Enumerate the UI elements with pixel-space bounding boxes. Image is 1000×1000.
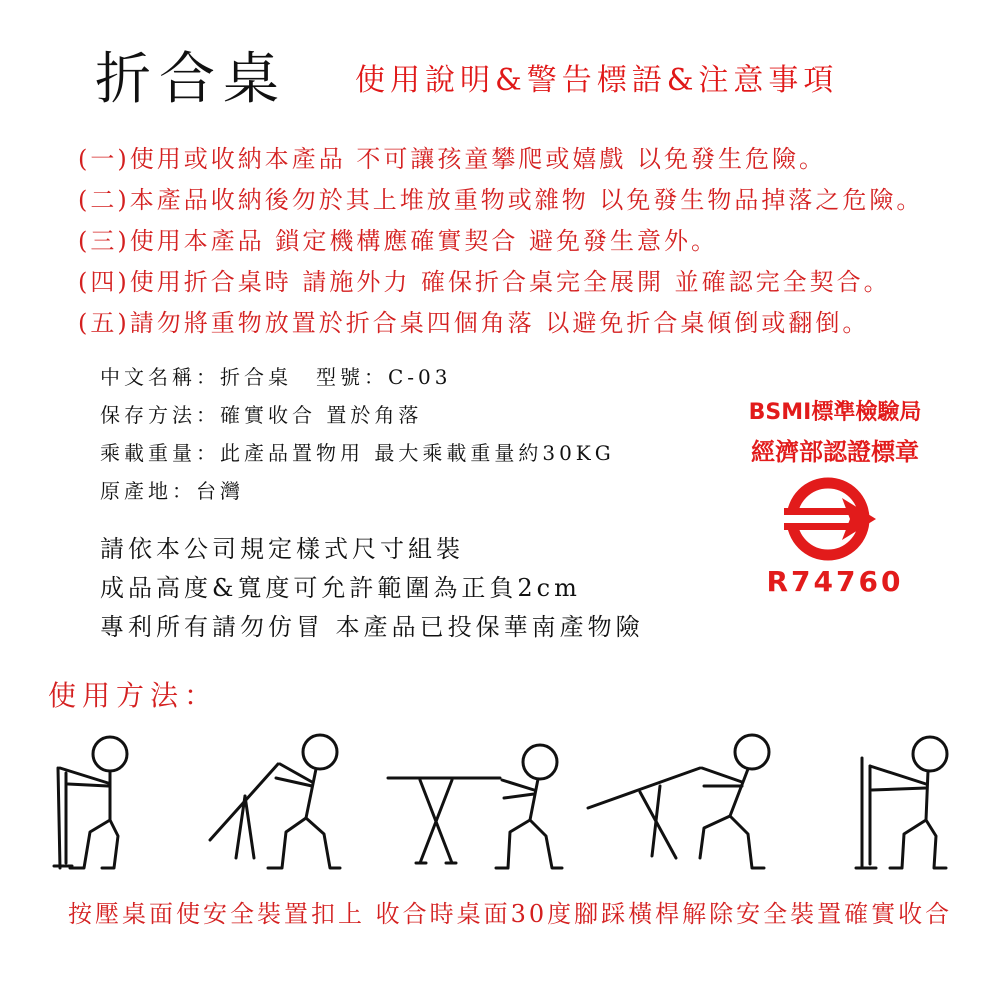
usage-heading: 使用方法： [48,679,219,712]
info-origin: 原產地：台灣 [100,479,244,503]
step-4-figure [588,735,769,868]
step-3-figure [388,745,562,868]
step-1-figure [54,737,127,868]
warning-item-2: (二)本產品收納後勿於其上堆放重物或雜物 以免發生物品掉落之危險。 [78,186,924,214]
bsmi-agency-label: BSMI標準檢驗局 [748,400,922,425]
warning-item-5: (五)請勿將重物放置於折合桌四個角落 以避免折合桌傾倒或翻倒。 [78,309,870,337]
bsmi-mark-label: 經濟部認證標章 [751,438,919,466]
step-5-figure [856,737,947,868]
page-subtitle: 使用說明&警告標語&注意事項 [355,63,839,98]
usage-caption: 按壓桌面使安全裝置扣上 收合時桌面30度腳踩橫桿解除安全裝置確實收合 [68,900,953,928]
warning-item-4: (四)使用折合桌時 請施外力 確保折合桌完全展開 並確認完全契合。 [78,268,891,296]
note-tolerance: 成品高度&寬度可允許範圍為正負2cm [100,574,581,602]
bsmi-certificate-code: R74760 [766,565,904,598]
usage-illustration [40,728,980,888]
warning-item-3: (三)使用本產品 鎖定機構應確實契合 避免發生意外。 [78,227,718,255]
note-assembly: 請依本公司規定樣式尺寸組裝 [100,535,464,563]
info-storage: 保存方法：確實收合 置於角落 [100,403,423,427]
page-title: 折合桌 [95,47,287,112]
step-2-figure [210,735,340,868]
info-name-model: 中文名稱：折合桌 型號：C-03 [100,365,452,389]
note-patent: 專利所有請勿仿冒 本產品已投保華南產物險 [100,613,644,641]
warning-item-1: (一)使用或收納本產品 不可讓孩童攀爬或嬉戲 以免發生危險。 [78,145,826,173]
bsmi-certification-icon [780,474,880,564]
info-load: 乘載重量：此產品置物用 最大乘載重量約30KG [100,441,615,465]
